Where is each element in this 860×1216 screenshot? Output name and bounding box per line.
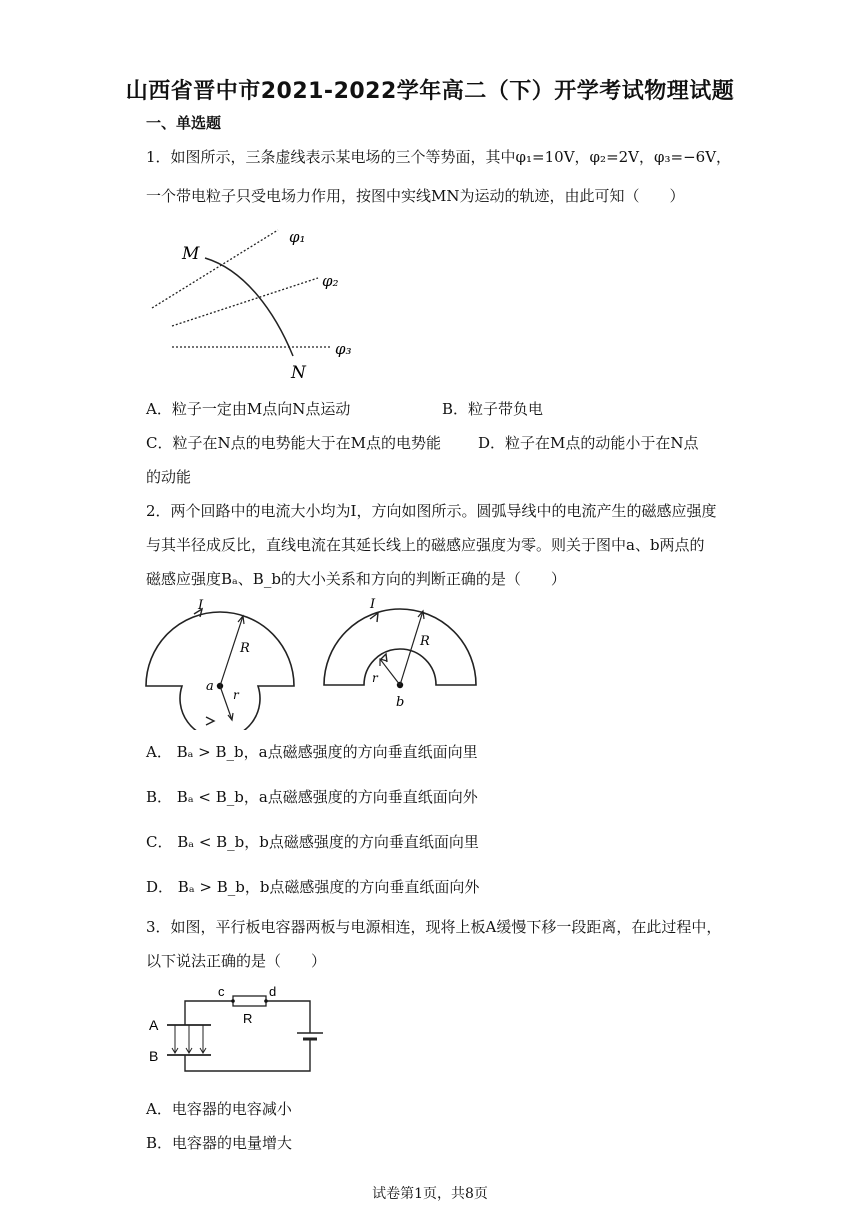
q3-circuit-figure <box>145 983 335 1078</box>
q2-stem-line2: 与其半径成反比，直线电流在其延长线上的磁感应强度为零。则关于图中a、b两点的 <box>146 536 705 554</box>
q1-equipotential-figure <box>150 222 370 382</box>
q3-option-a: A．电容器的电容减小 <box>146 1100 292 1118</box>
wire-top-left <box>185 1001 233 1025</box>
q1-option-b: B．粒子带负电 <box>442 400 544 418</box>
label-R: R <box>243 1011 253 1026</box>
q1-option-c: C．粒子在N点的电势能大于在M点的电势能 <box>146 434 441 452</box>
label-phi2: φ₂ <box>322 272 339 290</box>
label-A: A <box>149 1017 159 1033</box>
label-r-b: r <box>372 671 378 685</box>
label-r: r <box>233 688 239 702</box>
label-B: B <box>149 1048 159 1064</box>
page-footer: 试卷第1页，共8页 <box>372 1186 488 1202</box>
label-I-b: I <box>370 597 376 612</box>
q3-stem-line1: 3．如图，平行板电容器两板与电源相连，现将上板A缓慢下移一段距离，在此过程中， <box>146 918 722 936</box>
section-heading: 一、单选题 <box>146 114 222 132</box>
label-a: a <box>206 679 214 694</box>
label-phi3: φ₃ <box>335 340 352 358</box>
resistor-R <box>233 996 266 1006</box>
q1-option-d: D．粒子在M点的动能小于在N点 <box>478 434 699 452</box>
label-I: I <box>198 598 204 613</box>
label-R: R <box>240 641 250 656</box>
q3-stem-line2: 以下说法正确的是（ ） <box>146 952 327 970</box>
label-b: b <box>396 695 405 710</box>
q1-option-a: A．粒子一定由M点向N点运动 <box>146 400 351 418</box>
label-d: d <box>269 984 277 999</box>
trajectory-curve <box>205 258 293 356</box>
q2-loop-b-figure <box>320 595 480 715</box>
q2-option-b: B． Bₐ < B_b，a点磁感强度的方向垂直纸面向外 <box>146 788 478 806</box>
page-title: 山西省晋中市2021-2022学年高二（下）开学考试物理试题 <box>125 79 735 104</box>
q2-stem-line1: 2．两个回路中的电流大小均为I，方向如图所示。圆弧导线中的电流产生的磁感应强度 <box>146 502 717 520</box>
q1-option-d-cont: 的动能 <box>146 468 192 486</box>
phi2-dotted-line <box>172 278 318 326</box>
loop-b-wire <box>324 609 476 685</box>
q2-option-a: A． Bₐ > B_b，a点磁感强度的方向垂直纸面向里 <box>146 743 478 761</box>
q2-option-d: D． Bₐ > B_b，b点磁感强度的方向垂直纸面向外 <box>146 878 480 896</box>
q3-option-b: B．电容器的电量增大 <box>146 1134 293 1152</box>
current-arrow-a-bottom <box>206 717 214 725</box>
label-R-b: R <box>420 634 430 649</box>
loop-a-wire <box>146 612 294 730</box>
q1-stem-line1: 1．如图所示，三条虚线表示某电场的三个等势面，其中φ₁=10V，φ₂=2V，φ₃=−6V， <box>146 148 732 166</box>
q2-option-c: C． Bₐ < B_b，b点磁感强度的方向垂直纸面向里 <box>146 833 479 851</box>
label-c: c <box>218 984 225 999</box>
q2-loop-a-figure <box>140 595 300 730</box>
q2-stem-line3: 磁感应强度Bₐ、B_b的大小关系和方向的判断正确的是（ ） <box>146 570 566 588</box>
label-phi1: φ₁ <box>289 228 306 246</box>
label-M: M <box>182 244 200 264</box>
q1-stem-line2: 一个带电粒子只受电场力作用，按图中实线MN为运动的轨迹，由此可知（ ） <box>146 187 685 205</box>
label-N: N <box>291 363 306 382</box>
radius-r-line <box>220 686 232 720</box>
wire-top-right <box>266 1001 310 1033</box>
radius-r-line-b <box>380 659 400 685</box>
